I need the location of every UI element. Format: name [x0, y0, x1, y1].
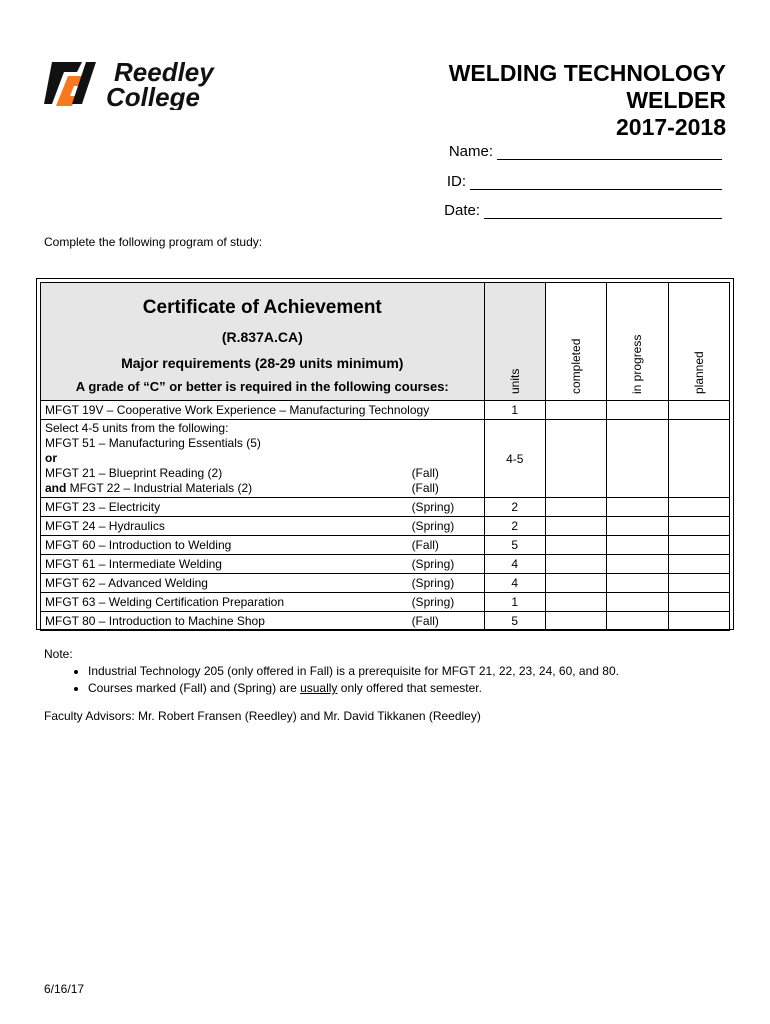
table-row	[41, 498, 730, 517]
completed-cell[interactable]	[545, 536, 606, 555]
faculty-advisors: Faculty Advisors: Mr. Robert Fransen (Reedley) and Mr. David Tikkanen (Reedley)	[44, 709, 481, 723]
table-row	[41, 420, 730, 498]
date-line[interactable]	[484, 203, 722, 219]
and-text: and	[45, 481, 67, 495]
note-item: • Industrial Technology 205 (only offered in Fall) is a prerequisite for MFGT 21, 22, 23, 24, 60, and 80.	[88, 663, 619, 680]
completed-cell[interactable]	[545, 574, 606, 593]
units-header	[484, 283, 545, 401]
certificate-title: Certificate of Achievement	[142, 297, 382, 318]
name-label: Name:	[448, 143, 493, 160]
completed-cell[interactable]	[545, 420, 606, 498]
title-line1: WELDING TECHNOLOGY	[448, 60, 726, 86]
course-units: 5	[484, 612, 545, 631]
id-label: ID:	[446, 173, 466, 190]
course-units: 4-5	[484, 420, 545, 498]
course-selection	[41, 420, 485, 498]
table-row	[41, 593, 730, 612]
course-name: MFGT 80 – Introduction to Machine Shop	[45, 613, 265, 628]
major-requirements: Major requirements (28-29 units minimum)	[121, 355, 404, 371]
completed-cell[interactable]	[545, 517, 606, 536]
course-cell	[41, 574, 485, 593]
completed-cell[interactable]	[545, 555, 606, 574]
table-row	[41, 401, 730, 420]
course-cell	[41, 536, 485, 555]
course-cell	[41, 555, 485, 574]
course-units: 2	[484, 517, 545, 536]
course-name: MFGT 61 – Intermediate Welding	[45, 556, 222, 571]
planned-cell[interactable]	[668, 498, 729, 517]
planned-cell[interactable]	[668, 401, 729, 420]
planned-cell[interactable]	[668, 612, 729, 631]
completed-cell[interactable]	[545, 612, 606, 631]
planned-cell[interactable]	[668, 574, 729, 593]
course-cell	[41, 612, 485, 631]
completed-cell[interactable]	[545, 593, 606, 612]
name-field[interactable]	[449, 143, 722, 160]
title-line2: WELDER	[626, 87, 726, 113]
notes-list	[44, 663, 619, 697]
course-units: 4	[484, 574, 545, 593]
in-progress-cell[interactable]	[607, 555, 668, 574]
completed-cell[interactable]	[545, 401, 606, 420]
in-progress-cell[interactable]	[607, 420, 668, 498]
intro-text: Complete the following program of study:	[44, 235, 263, 249]
in-progress-cell[interactable]	[607, 498, 668, 517]
course-name: MFGT 19V – Cooperative Work Experience – Manufacturing Technology	[41, 401, 485, 420]
logo-line1: Reedley	[114, 58, 214, 87]
reedley-college-logo	[44, 58, 249, 110]
in-progress-header	[607, 283, 668, 401]
course-units: 4	[484, 555, 545, 574]
option-3-name	[45, 481, 252, 496]
table-header	[41, 283, 485, 401]
note-text: only offered that semester.	[337, 681, 482, 695]
in-progress-cell[interactable]	[607, 517, 668, 536]
or-text: or	[45, 451, 57, 465]
grade-requirement: A grade of “C” or better is required in the following courses:	[75, 379, 449, 394]
select-text: Select 4-5 units from the following:	[45, 421, 229, 435]
course-term: (Spring)	[411, 556, 455, 571]
course-cell	[41, 593, 485, 612]
logo-line2: College	[106, 82, 200, 110]
planned-cell[interactable]	[668, 555, 729, 574]
completed-label: completed	[569, 338, 584, 394]
notes-heading: Note:	[44, 647, 73, 661]
id-field[interactable]	[447, 173, 722, 190]
course-cell	[41, 517, 485, 536]
option-3-term: (Fall)	[411, 481, 439, 495]
option-2	[45, 466, 480, 481]
planned-header	[668, 283, 729, 401]
planned-cell[interactable]	[668, 420, 729, 498]
planned-cell[interactable]	[668, 536, 729, 555]
course-name: MFGT 60 – Introduction to Welding	[45, 537, 232, 552]
in-progress-cell[interactable]	[607, 536, 668, 555]
course-cell	[41, 498, 485, 517]
planned-label: planned	[691, 351, 706, 394]
course-name: MFGT 63 – Welding Certification Preparation	[45, 594, 284, 609]
date-field[interactable]	[444, 202, 722, 219]
course-term: (Spring)	[411, 594, 455, 609]
table-row	[41, 536, 730, 555]
in-progress-cell[interactable]	[607, 612, 668, 631]
footer-date: 6/16/17	[44, 982, 85, 996]
option-3-course: MFGT 22 – Industrial Materials (2)	[66, 481, 253, 495]
table-row	[41, 555, 730, 574]
course-term: (Spring)	[411, 575, 455, 590]
option-3	[45, 481, 480, 496]
course-name: MFGT 24 – Hydraulics	[45, 518, 165, 533]
planned-cell[interactable]	[668, 593, 729, 612]
option-2-name: MFGT 21 – Blueprint Reading (2)	[45, 466, 223, 480]
course-name: MFGT 62 – Advanced Welding	[45, 575, 208, 590]
course-term: (Spring)	[411, 499, 455, 514]
date-label: Date:	[444, 202, 480, 219]
id-line[interactable]	[470, 174, 722, 190]
note-item	[88, 680, 619, 697]
course-term: (Spring)	[411, 518, 455, 533]
note-text: Courses marked (Fall) and (Spring) are	[88, 681, 301, 695]
course-units: 2	[484, 498, 545, 517]
course-term: (Fall)	[411, 613, 439, 628]
course-units: 1	[484, 401, 545, 420]
in-progress-cell[interactable]	[607, 593, 668, 612]
table-row	[41, 574, 730, 593]
completed-cell[interactable]	[545, 498, 606, 517]
course-name: MFGT 23 – Electricity	[45, 499, 161, 514]
note-emphasis: usually	[300, 681, 338, 695]
certificate-code: (R.837A.CA)	[221, 329, 303, 345]
program-table	[40, 282, 730, 631]
program-title	[449, 60, 726, 141]
table-row	[41, 517, 730, 536]
name-line[interactable]	[497, 144, 722, 160]
completed-header	[545, 283, 606, 401]
units-label: units	[507, 368, 522, 394]
course-units: 1	[484, 593, 545, 612]
table-row	[41, 612, 730, 631]
in-progress-label: in progress	[630, 334, 645, 394]
course-term: (Fall)	[411, 537, 439, 552]
in-progress-cell[interactable]	[607, 574, 668, 593]
notes	[44, 646, 619, 697]
title-year: 2017-2018	[616, 114, 726, 140]
program-table-frame	[36, 278, 734, 630]
option-1: MFGT 51 – Manufacturing Essentials (5)	[45, 436, 261, 450]
option-2-term: (Fall)	[411, 466, 439, 480]
in-progress-cell[interactable]	[607, 401, 668, 420]
course-units: 5	[484, 536, 545, 555]
planned-cell[interactable]	[668, 517, 729, 536]
